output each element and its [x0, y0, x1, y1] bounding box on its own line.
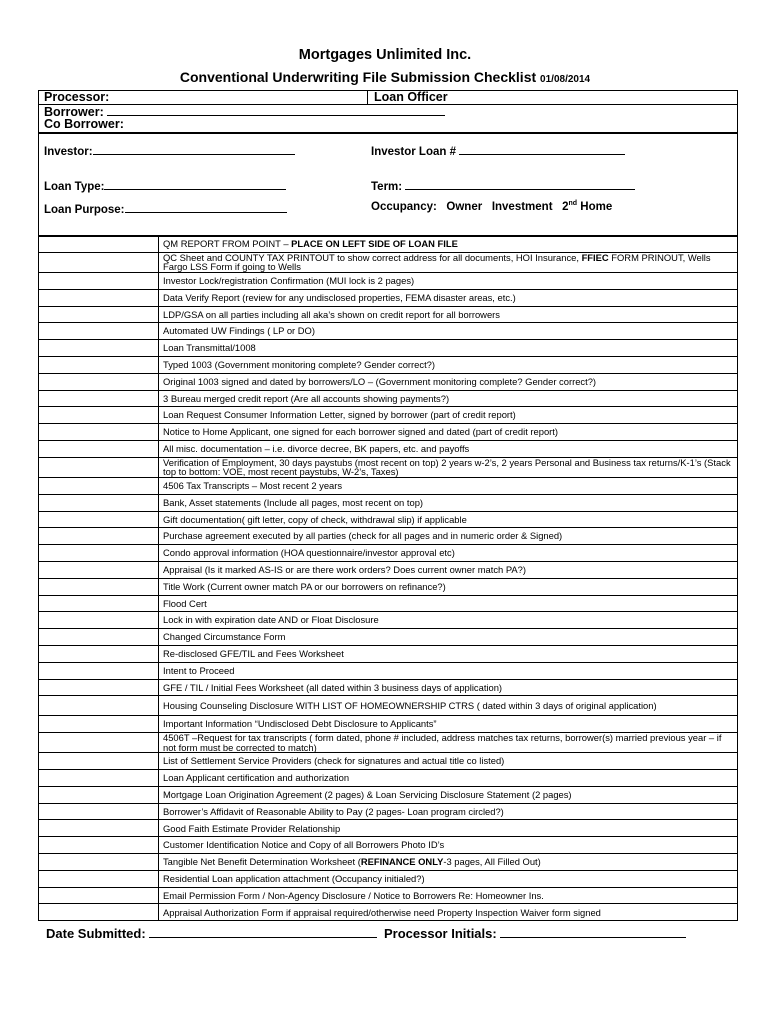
second-home-word: Home — [580, 201, 613, 213]
term-line — [405, 178, 635, 190]
checklist-check-cell[interactable] — [39, 494, 159, 511]
checklist-item-text — [159, 390, 738, 407]
item-text: Purchase agreement executed by all parties (check for all pages and in numeric order & Signed) — [163, 530, 563, 542]
checklist-item-text — [159, 904, 738, 921]
checklist-item-text — [159, 323, 738, 340]
item-text: Title Work (Current owner match PA or our borrowers on refinance?) — [163, 580, 446, 592]
checklist-check-cell[interactable] — [39, 696, 159, 716]
loan-type-label: Loan Type: — [44, 181, 105, 193]
loan-purpose-line — [125, 201, 287, 213]
item-text: Loan Request Consumer Information Letter, signed by borrower (part of credit report) — [163, 409, 516, 421]
checklist-check-cell[interactable] — [39, 733, 159, 753]
checklist-row — [39, 236, 738, 253]
checklist-check-cell[interactable] — [39, 578, 159, 595]
checklist-item-text — [159, 870, 738, 887]
checklist-item-text — [159, 679, 738, 696]
item-text: List of Settlement Service Providers (check for signatures and actual title co listed) — [163, 755, 505, 767]
processor-label: Processor: — [44, 90, 110, 104]
checklist-item-text — [159, 837, 738, 854]
checklist-row — [39, 662, 738, 679]
item-text: Condo approval information (HOA questionnaire/investor approval etc) — [163, 547, 455, 559]
loan-purpose-field[interactable] — [44, 201, 287, 216]
item-text: Loan Applicant certification and authorization — [163, 772, 350, 784]
item-text: Intent to Proceed — [163, 664, 235, 676]
checklist-check-cell[interactable] — [39, 612, 159, 629]
item-text: Good Faith Estimate Provider Relationship — [163, 822, 341, 834]
item-text: Re-disclosed GFE/TIL and Fees Worksheet — [163, 648, 344, 659]
item-emphasis: PLACE ON LEFT SIDE OF LOAN FILE — [291, 238, 458, 250]
checklist-item-text — [159, 786, 738, 803]
checklist-item-text — [159, 887, 738, 904]
checklist-row — [39, 494, 738, 511]
checklist-check-cell[interactable] — [39, 477, 159, 494]
occupancy-investment-option[interactable]: Investment — [491, 201, 553, 213]
item-text: Investor Lock/registration Confirmation (MUI lock is 2 pages) — [163, 275, 415, 287]
item-text: Loan Transmittal/1008 — [163, 342, 256, 354]
checklist-check-cell[interactable] — [39, 870, 159, 887]
checklist-row — [39, 803, 738, 820]
checklist-row — [39, 904, 738, 921]
checklist-row — [39, 753, 738, 770]
checklist-check-cell[interactable] — [39, 629, 159, 646]
checklist-check-cell[interactable] — [39, 545, 159, 562]
checklist-item-text — [159, 424, 738, 441]
checklist-check-cell[interactable] — [39, 645, 159, 662]
checklist-check-cell[interactable] — [39, 679, 159, 696]
checklist-item-text — [159, 820, 738, 837]
document-subtitle — [0, 69, 770, 85]
checklist-row — [39, 252, 738, 272]
checklist-row — [39, 477, 738, 494]
checklist-row — [39, 887, 738, 904]
checklist-row — [39, 870, 738, 887]
checklist-row — [39, 289, 738, 306]
checklist-item-text — [159, 770, 738, 787]
checklist-row — [39, 629, 738, 646]
checklist-row — [39, 340, 738, 357]
checklist-row — [39, 511, 738, 528]
checklist-row — [39, 272, 738, 289]
checklist-check-cell[interactable] — [39, 390, 159, 407]
checklist-check-cell[interactable] — [39, 272, 159, 289]
checklist-check-cell[interactable] — [39, 820, 159, 837]
item-text: Data Verify Report (review for any undisclosed properties, FEMA disaster areas, etc.) — [163, 291, 516, 303]
checklist-item-text — [159, 803, 738, 820]
checklist-check-cell[interactable] — [39, 457, 159, 477]
item-text: Email Permission Form / Non-Agency Disclosure / Notice to Borrowers Re: Homeowner Ins. — [163, 889, 544, 901]
checklist-row — [39, 440, 738, 457]
subtitle-text: Conventional Underwriting File Submission Checklist — [179, 69, 537, 85]
item-text: Borrower’s Affidavit of Reasonable Ability to Pay (2 pages- Loan program circled?) — [163, 805, 504, 817]
checklist-item-text — [159, 457, 738, 477]
checklist-check-cell[interactable] — [39, 904, 159, 921]
checklist-item-text — [159, 545, 738, 562]
checklist-check-cell[interactable] — [39, 561, 159, 578]
item-text: Customer Identification Notice and Copy of all Borrowers Photo ID’s — [163, 839, 445, 851]
checklist-check-cell[interactable] — [39, 356, 159, 373]
investor-loan-line — [459, 143, 625, 155]
checklist-item-text — [159, 753, 738, 770]
checklist-check-cell[interactable] — [39, 854, 159, 871]
checklist-row — [39, 820, 738, 837]
borrower-line — [107, 104, 445, 116]
checklist-check-cell[interactable] — [39, 236, 159, 253]
checklist-check-cell[interactable] — [39, 753, 159, 770]
checklist-item-text — [159, 578, 738, 595]
subtitle-date: 01/08/2014 — [540, 74, 591, 85]
checklist-item-text — [159, 528, 738, 545]
checklist-row — [39, 323, 738, 340]
checklist-item-text — [159, 407, 738, 424]
checklist-row — [39, 645, 738, 662]
checklist-item-text — [159, 595, 738, 612]
checklist-row — [39, 696, 738, 716]
checklist-item-text — [159, 440, 738, 457]
term-field[interactable] — [371, 178, 635, 193]
item-text: Important Information “Undisclosed Debt Disclosure to Applicants” — [163, 718, 437, 730]
checklist-row — [39, 390, 738, 407]
checklist-check-cell[interactable] — [39, 407, 159, 424]
checklist-item-text — [159, 289, 738, 306]
investor-field[interactable] — [44, 143, 295, 158]
processor-initials-field[interactable] — [384, 926, 686, 941]
document-title: Mortgages Unlimited Inc. — [298, 47, 472, 63]
item-text: All misc. documentation – i.e. divorce decree, BK papers, etc. and payoffs — [163, 443, 470, 455]
checklist-item-text — [159, 477, 738, 494]
investor-line — [93, 143, 295, 155]
item-emphasis: REFINANCE ONLY — [360, 856, 444, 868]
item-text: Lock in with expiration date AND or Float Disclosure — [163, 614, 379, 626]
item-text: Mortgage Loan Origination Agreement (2 pages) & Loan Servicing Disclosure Statement (2 pages) — [163, 788, 572, 800]
checklist-check-cell[interactable] — [39, 306, 159, 323]
occupancy-label: Occupancy: — [371, 201, 437, 213]
item-text: Appraisal Authorization Form if appraisal required/otherwise need Property Inspection Waiver form signed — [163, 906, 601, 918]
processor-initials-label: Processor Initials: — [384, 926, 497, 941]
checklist-item-text — [159, 733, 738, 753]
checklist-row — [39, 578, 738, 595]
checklist-item-text — [159, 645, 738, 662]
term-label: Term: — [371, 181, 403, 193]
checklist-check-cell[interactable] — [39, 595, 159, 612]
checklist-item-text — [159, 340, 738, 357]
checklist-row — [39, 716, 738, 733]
item-text: Bank, Asset statements (Include all pages, most recent on top) — [163, 496, 424, 508]
item-text: GFE / TIL / Initial Fees Worksheet (all dated within 3 business days of application) — [163, 681, 503, 693]
checklist-check-cell[interactable] — [39, 716, 159, 733]
item-text: Verification of Employment, 30 days paystubs (most recent on top) 2 years w-2’s, 2 years Personal and Business tax returns/K-1’s (Stack top to bottom: VOE, most recent paystubs, W-2’s, Taxes) — [163, 456, 731, 478]
item-text: Gift documentation( gift letter, copy of check, withdrawal slip) if applicable — [163, 513, 467, 525]
checklist-item-text — [159, 494, 738, 511]
checklist-row — [39, 733, 738, 753]
item-emphasis: FFIEC — [581, 251, 609, 263]
loan-type-line — [104, 178, 286, 190]
checklist-item-text — [159, 373, 738, 390]
checklist-item-text — [159, 236, 738, 253]
checklist-item-text — [159, 696, 738, 716]
checklist-row — [39, 786, 738, 803]
date-submitted-label: Date Submitted: — [46, 926, 146, 941]
checklist-check-cell[interactable] — [39, 887, 159, 904]
loan-officer-label: Loan Officer — [374, 90, 448, 104]
second-suffix: nd — [568, 200, 578, 208]
checklist-item-text — [159, 511, 738, 528]
checklist-check-cell[interactable] — [39, 323, 159, 340]
occupancy-second-home-option[interactable] — [562, 201, 612, 213]
checklist-item-text — [159, 306, 738, 323]
checklist-body — [39, 236, 738, 921]
item-text: Typed 1003 (Government monitoring complete? Gender correct?) — [163, 359, 436, 371]
checklist-row — [39, 837, 738, 854]
checklist-row — [39, 561, 738, 578]
checklist-row — [39, 457, 738, 477]
checklist-check-cell[interactable] — [39, 252, 159, 272]
checklist-item-text — [159, 561, 738, 578]
item-text: Changed Circumstance Form — [163, 631, 286, 643]
loan-type-field[interactable] — [44, 178, 286, 193]
checklist-item-text — [159, 356, 738, 373]
checklist-check-cell[interactable] — [39, 528, 159, 545]
checklist-row — [39, 854, 738, 871]
checklist-item-text — [159, 252, 738, 272]
checklist-row — [39, 612, 738, 629]
checklist-row — [39, 679, 738, 696]
processor-initials-line — [500, 926, 686, 938]
item-text: 3 Bureau merged credit report (Are all accounts showing payments?) — [163, 392, 450, 404]
occupancy-field — [371, 201, 612, 213]
checklist-check-cell[interactable] — [39, 662, 159, 679]
checklist-item-text — [159, 612, 738, 629]
item-text-tail: FORM PRINOUT, Wells Fargo LSS Form if going to Wells — [163, 251, 711, 273]
checklist-check-cell[interactable] — [39, 770, 159, 787]
item-text: 4506 Tax Transcripts – Most recent 2 years — [163, 480, 343, 492]
checklist-item-text — [159, 272, 738, 289]
item-text-tail: -3 pages, All Filled Out) — [443, 856, 541, 868]
item-text: QC Sheet and COUNTY TAX PRINTOUT to show correct address for all documents, HOI Insurance, — [163, 251, 582, 263]
checklist-row — [39, 770, 738, 787]
checklist-check-cell[interactable] — [39, 786, 159, 803]
borrower-label: Borrower: — [44, 105, 104, 119]
checklist-item-text — [159, 716, 738, 733]
checklist-row — [39, 424, 738, 441]
item-text: Residential Loan application attachment (Occupancy initialed?) — [163, 872, 425, 884]
investor-loan-field[interactable] — [371, 143, 625, 158]
checklist-row — [39, 528, 738, 545]
header-divider — [367, 90, 368, 105]
item-text: Tangible Net Benefit Determination Worksheet ( — [163, 856, 361, 868]
checklist-check-cell[interactable] — [39, 511, 159, 528]
date-submitted-field[interactable] — [46, 926, 377, 941]
investor-loan-label: Investor Loan # — [371, 146, 456, 158]
checklist-check-cell[interactable] — [39, 803, 159, 820]
checklist-check-cell[interactable] — [39, 340, 159, 357]
checklist-check-cell[interactable] — [39, 440, 159, 457]
item-text: QM REPORT FROM POINT – — [163, 238, 292, 250]
checklist-row — [39, 373, 738, 390]
checklist-item-text — [159, 629, 738, 646]
item-text: Appraisal (Is it marked AS-IS or are there work orders? Does current owner match PA?) — [163, 564, 526, 576]
item-text: Flood Cert — [163, 597, 207, 609]
checklist-item-text — [159, 854, 738, 871]
item-text: Housing Counseling Disclosure WITH LIST OF HOMEOWNERSHIP CTRS ( dated within 3 days of original application) — [163, 700, 657, 711]
checklist-check-cell[interactable] — [39, 373, 159, 390]
occupancy-owner-option[interactable]: Owner — [446, 201, 483, 213]
checklist-table — [38, 235, 738, 921]
item-text: Automated UW Findings ( LP or DO) — [163, 325, 315, 337]
investor-label: Investor: — [44, 146, 93, 158]
checklist-check-cell[interactable] — [39, 424, 159, 441]
item-text: LDP/GSA on all parties including all aka’s shown on credit report for all borrowers — [163, 308, 500, 320]
second-number: 2 — [562, 201, 569, 213]
checklist-check-cell[interactable] — [39, 289, 159, 306]
checklist-row — [39, 356, 738, 373]
checklist-row — [39, 407, 738, 424]
item-text: Notice to Home Applicant, one signed for each borrower signed and dated (part of credit report) — [163, 426, 559, 438]
item-text: Original 1003 signed and dated by borrowers/LO – (Government monitoring complete? Gender correct?) — [163, 375, 597, 387]
checklist-item-text — [159, 662, 738, 679]
checklist-row — [39, 595, 738, 612]
checklist-check-cell[interactable] — [39, 837, 159, 854]
co-borrower-label: Co Borrower: — [44, 117, 124, 131]
date-submitted-line — [149, 926, 377, 938]
checklist-row — [39, 545, 738, 562]
checklist-row — [39, 306, 738, 323]
loan-purpose-label: Loan Purpose: — [44, 204, 125, 216]
item-text: 4506T –Request for tax transcripts ( form dated, phone # included, address matches tax returns, borrower(s) married previous year – if not form must be corrected to match) — [163, 732, 722, 753]
